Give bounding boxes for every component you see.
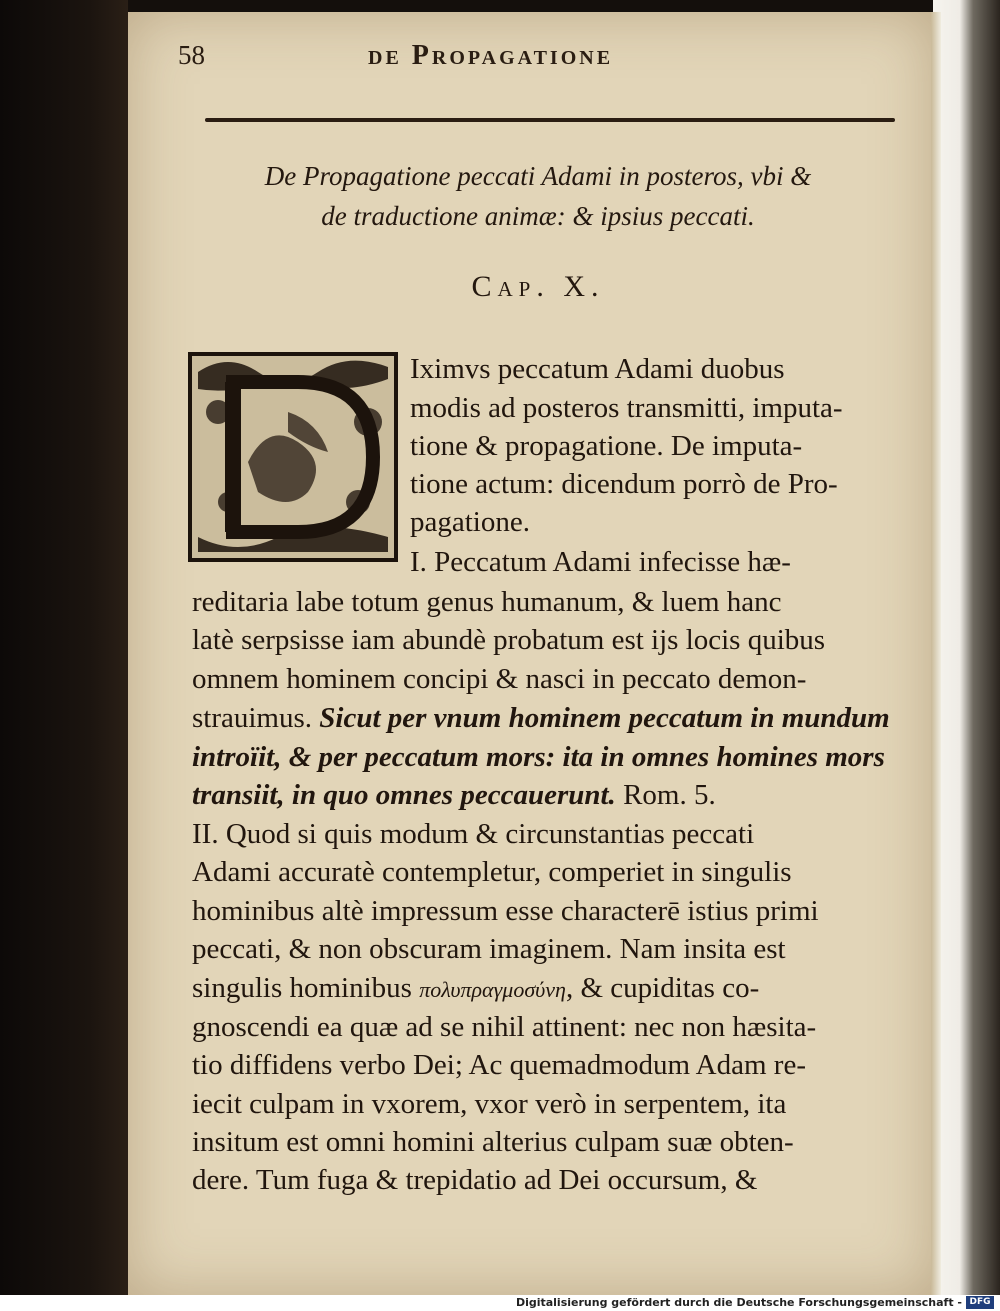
chapter-number: Cap. X. xyxy=(471,270,605,303)
page-number: 58 xyxy=(178,40,205,70)
decorated-initial-d xyxy=(188,352,398,562)
page-edge-strip xyxy=(933,0,1000,1295)
text-line: II. Quod si quis modum & circunstantias peccati xyxy=(192,818,755,850)
text-line xyxy=(192,738,885,776)
page-fore-edge xyxy=(931,12,941,1295)
text-line-start: singulis hominibus xyxy=(192,972,412,1004)
text-line: iecit culpam in vxorem, vxor verò in serpentem, ita xyxy=(192,1088,787,1120)
chapter-heading-line-1: De Propagatione peccati Adami in posteros, vbi & xyxy=(264,161,812,191)
text-line xyxy=(192,699,890,737)
text-line-end: , & cupiditas co- xyxy=(565,972,760,1004)
text-line: tione & propagatione. De imputa- xyxy=(410,430,803,462)
italic-quote-end: transiit, in quo omnes peccauerunt. xyxy=(192,779,616,811)
text-line-start: strauimus. xyxy=(192,702,313,734)
text-line: tio diffidens verbo Dei; Ac quemadmodum Adam re- xyxy=(192,1049,806,1081)
text-line: modis ad posteros transmitti, imputa- xyxy=(410,392,843,424)
header-rule xyxy=(205,118,895,122)
text-line: latè serpsisse iam abundè probatum est ijs locis quibus xyxy=(192,624,826,656)
text-line xyxy=(192,969,759,1007)
citation: Rom. 5. xyxy=(623,779,716,811)
text-line: pagatione. xyxy=(410,506,530,538)
binding-shadow xyxy=(0,0,128,1295)
text-line: reditaria labe totum genus humanum, & luem hanc xyxy=(192,586,782,618)
italic-quote: Sicut per vnum hominem peccatum in mundum xyxy=(319,702,890,734)
text-line: omnem hominem concipi & nasci in peccato demon- xyxy=(192,663,807,695)
dfg-logo: DFG xyxy=(966,1296,994,1309)
text-line: tione actum: dicendum porrò de Pro- xyxy=(410,468,838,500)
chapter-heading-line-2: de traductione animæ: & ipsius peccati. xyxy=(321,201,755,231)
text-line: I. Peccatum Adami infecisse hæ- xyxy=(410,546,791,578)
page-header xyxy=(178,40,723,80)
footer-credit: Digitalisierung gefördert durch die Deutsche Forschungsgemeinschaft - xyxy=(515,1296,962,1309)
text-line: peccati, & non obscuram imaginem. Nam insita est xyxy=(192,933,786,965)
text-line: hominibus altè impressum esse characterē istius primi xyxy=(192,895,819,927)
text-line: Iximvs peccatum Adami duobus xyxy=(410,353,785,385)
text-line: dere. Tum fuga & trepidatio ad Dei occursum, & xyxy=(192,1164,758,1196)
greek-word: πολυπραγμοσύνη xyxy=(419,977,566,1002)
italic-quote-continued: introïit, & per peccatum mors: ita in omnes homines mors xyxy=(192,741,885,773)
footer-bar xyxy=(0,1295,1000,1311)
text-line: insitum est omni homini alterius culpam suæ obten- xyxy=(192,1126,794,1158)
text-line xyxy=(192,776,716,814)
text-line: gnoscendi ea quæ ad se nihil attinent: nec non hæsita- xyxy=(192,1011,817,1043)
running-title: de Propagatione xyxy=(368,40,614,71)
text-line: Adami accuratè contempletur, comperiet in singulis xyxy=(192,856,792,888)
chapter-heading xyxy=(188,156,888,236)
